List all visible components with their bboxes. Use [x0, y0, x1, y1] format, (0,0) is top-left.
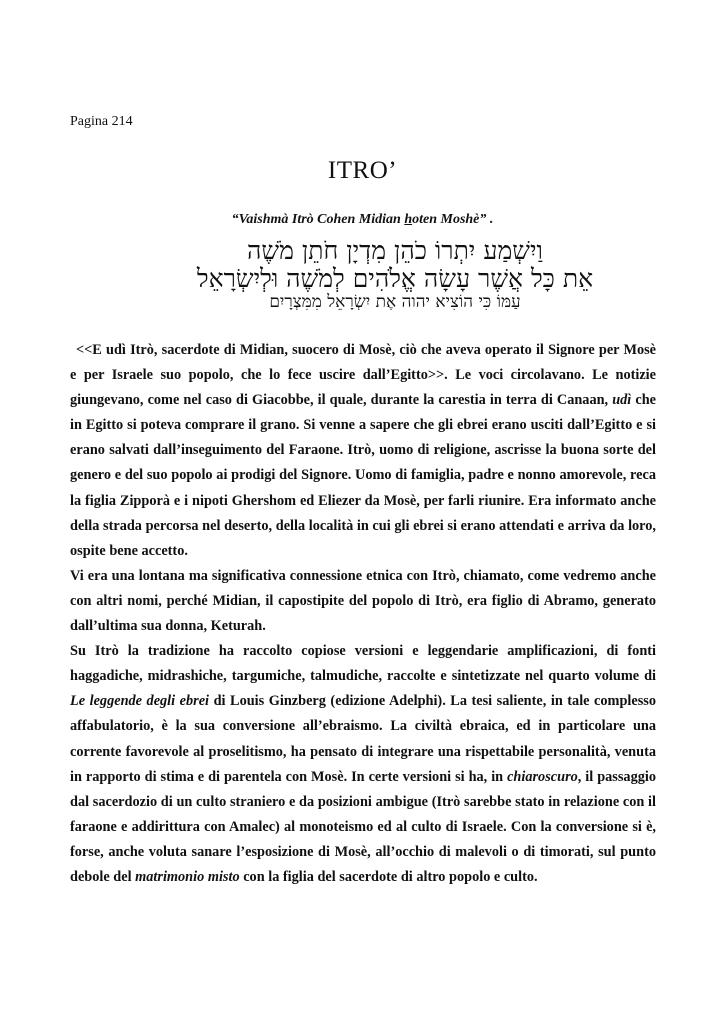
paragraph-1-italic: udì — [612, 392, 632, 409]
paragraph-1 — [70, 338, 656, 564]
body-text — [70, 338, 656, 890]
subtitle-part-1: “Vaishmà Itrò Cohen Midian — [231, 212, 405, 227]
paragraph-3 — [70, 639, 656, 890]
page-number: Pagina 214 — [70, 114, 133, 129]
paragraph-1-text-a: <<E udì Itrò, sacerdote di Midian, suocero di Mosè, ciò che aveva operato il Signore per Mosè e per Israele suo popolo, che lo fece uscire dall’Egitto>>. Le voci circolavano. Le notizie giungevano, come nel caso di Giacobbe, il quale, durante la carestia in terra di Canaan, — [70, 342, 656, 409]
paragraph-3-text-b: di Louis Ginzberg (edizione Adelphi). La tesi saliente, in tale complesso affabulatorio, è la sua conversione all’ebraismo. La civiltà ebraica, ed in particolare una corrente favorevole al proselitismo, ha pensato di integrare una rispettabile personalità, venuta in rapporto di stima e di parentela con Mosè. In certe versioni si ha, in — [70, 693, 657, 785]
transliterated-verse — [0, 212, 725, 228]
page-title: ITRO’ — [327, 157, 398, 184]
paragraph-2: Vi era una lontana ma significativa connessione etnica con Itrò, chiamato, come vedremo anche con altri nomi, perché Midian, il capostipite del popolo di Itrò, era figlio di Abramo, generato dall’ultima sua donna, Keturah. — [70, 567, 656, 635]
subtitle-part-2: oten Moshè” . — [412, 212, 494, 227]
matrimonio-misto-italic: matrimonio misto — [135, 868, 240, 885]
paragraph-3-text-a: Su Itrò la tradizione ha raccolto copiose versioni e leggendarie amplificazioni, di fonti haggadiche, midrashiche, targumiche, talmudiche, raccolte e sintetizzate nel quarto volume di — [70, 643, 656, 685]
paragraph-3-text-d: con la figlia del sacerdote di altro popolo e culto. — [239, 868, 538, 885]
hebrew-verse-line-3: עַמּוֹ כִּי הוֹצִיא יהוה אֶת יִשְׂרָאֵל מִמִּצְרָיִם — [269, 292, 521, 312]
paragraph-1-text-b: che in Egitto si poteva comprare il grano. Si venne a sapere che gli ebrei erano usciti dall’Egitto e si erano salvati dall’inseguimento del Faraone. Itrò, uomo di religione, ascrisse la buona sorte del genero e del suo popolo ai prodigi del Signore. Uomo di famiglia, padre e nonno amorevole, reca la figlia Zipporà e i nipoti Ghershom ed Eliezer da Mosè, per farli riunire. Era informato anche della strada percorsa nel deserto, della località in cui gli ebrei si erano attendati e arriva da loro, ospite bene accetto. — [70, 392, 656, 559]
book-title-italic: Le leggende degli ebrei — [70, 693, 210, 710]
hebrew-verse-line-1: וַיִשְׁמַע יִתְרוֹ כֹהֵן מִדְיָן חֹתֵן מֹשֶׁה — [247, 236, 543, 265]
subtitle-underlined-letter: h — [404, 212, 413, 227]
paragraph-3-text-c: , il passaggio dal sacerdozio di un culto straniero e da posizioni ambigue (Itrò sarebbe stato in relazione con il faraone e addirittura con Amalec) al monoteismo ed al culto di Israele. Con la conversione si è, forse, anche voluta sanare l’esposizione di Mosè, all’occhio di malevoli o di timorati, sul punto debole del — [70, 768, 656, 885]
chiaroscuro-italic: chiaroscuro — [507, 768, 578, 785]
hebrew-verse-line-2: אֵת כָּל אֲשֶׁר עָשָׂה אֱלֹהִים לְמֹשֶׁה וּלְיִשְׂרָאֵל — [196, 264, 594, 293]
